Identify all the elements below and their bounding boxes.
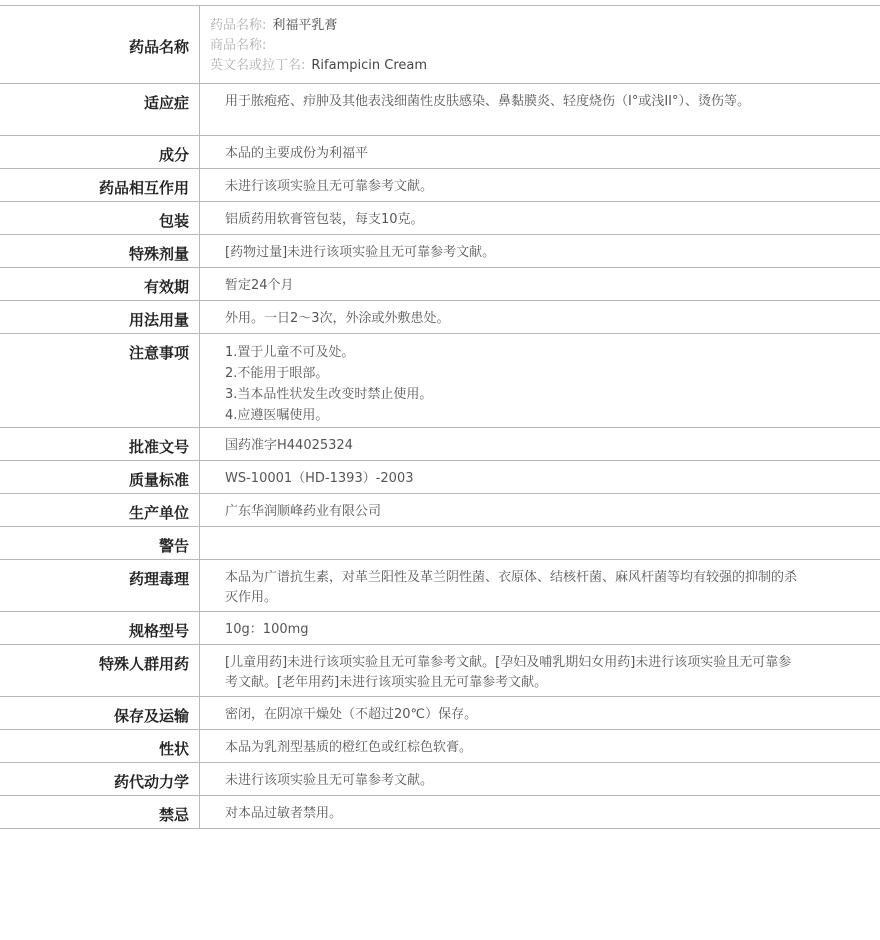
- row-value: 暂定24个月: [225, 278, 294, 293]
- row-value: 铝质药用软膏管包装，每支10克。: [225, 212, 424, 227]
- drug-info-table: [0, 5, 880, 829]
- row-label: 适应症: [0, 84, 200, 135]
- english-name-value: Rifampicin Cream: [311, 58, 428, 73]
- row-approval-number: [0, 428, 880, 461]
- row-value: 未进行该项实验且无可靠参考文献。: [225, 773, 434, 788]
- row-value: 本品的主要成份为利福平: [225, 146, 369, 161]
- row-quality-standard: [0, 461, 880, 494]
- trade-name-key: 商品名称:: [210, 38, 267, 53]
- generic-name-value: 利福平乳膏: [272, 18, 338, 33]
- generic-name-key: 药品名称:: [210, 18, 267, 33]
- row-label: 特殊剂量: [0, 235, 200, 267]
- row-shelf-life: [0, 268, 880, 301]
- row-value: [200, 334, 880, 427]
- row-label: 禁忌: [0, 796, 200, 828]
- row-special-dosage: [0, 235, 880, 268]
- row-value: [200, 527, 880, 559]
- row-label: 保存及运输: [0, 697, 200, 729]
- row-value: 本品为乳剂型基质的橙红色或红棕色软膏。: [225, 740, 473, 755]
- row-label: 性状: [0, 730, 200, 762]
- precaution-line: 1.置于儿童不可及处。: [225, 345, 355, 360]
- row-pharmacology: [0, 560, 880, 612]
- row-value: WS-10001（HD-1393）-2003: [225, 471, 414, 486]
- row-value: 密闭，在阴凉干燥处（不超过20℃）保存。: [225, 707, 478, 722]
- row-label: 批准文号: [0, 428, 200, 460]
- row-label: 药理毒理: [0, 560, 200, 611]
- row-interactions: [0, 169, 880, 202]
- row-label: 包装: [0, 202, 200, 234]
- row-value: 未进行该项实验且无可靠参考文献。: [225, 179, 434, 194]
- row-label: 药品名称: [0, 6, 200, 83]
- row-ingredients: [0, 136, 880, 169]
- row-precautions: [0, 334, 880, 428]
- row-contraindications: [0, 796, 880, 829]
- row-usage-dosage: [0, 301, 880, 334]
- precaution-line: 4.应遵医嘱使用。: [225, 408, 329, 423]
- row-appearance: [0, 730, 880, 763]
- english-name-key: 英文名或拉丁名:: [210, 58, 306, 73]
- row-indications: [0, 84, 880, 136]
- row-packaging: [0, 202, 880, 235]
- row-value: 用于脓疱疮、疖肿及其他表浅细菌性皮肤感染、鼻黏膜炎、轻度烧伤（I°或浅II°）、烫伤等。: [225, 94, 751, 109]
- row-special-populations: [0, 645, 880, 697]
- trade-name-line: [210, 36, 800, 56]
- row-label: 规格型号: [0, 612, 200, 644]
- row-label: 警告: [0, 527, 200, 559]
- row-value: 本品为广谱抗生素，对革兰阳性及革兰阴性菌、衣原体、结核杆菌、麻风杆菌等均有较强的抑制的杀灭作用。: [225, 570, 798, 605]
- row-label: 药品相互作用: [0, 169, 200, 201]
- row-value: 国药准字H44025324: [225, 438, 353, 453]
- row-label: 注意事项: [0, 334, 200, 427]
- row-warning: [0, 527, 880, 560]
- row-label: 成分: [0, 136, 200, 168]
- precaution-line: 3.当本品性状发生改变时禁止使用。: [225, 387, 433, 402]
- row-value: [儿童用药]未进行该项实验且无可靠参考文献。[孕妇及哺乳期妇女用药]未进行该项实验且无可靠参考文献。[老年用药]未进行该项实验且无可靠参考文献。: [225, 655, 792, 690]
- row-label: 药代动力学: [0, 763, 200, 795]
- row-value: 对本品过敏者禁用。: [225, 806, 343, 821]
- row-value: 广东华润顺峰药业有限公司: [225, 504, 382, 519]
- row-manufacturer: [0, 494, 880, 527]
- row-storage: [0, 697, 880, 730]
- row-pharmacokinetics: [0, 763, 880, 796]
- row-label: 质量标准: [0, 461, 200, 493]
- row-drug-name: [0, 6, 880, 84]
- row-specification: [0, 612, 880, 645]
- english-name-line: [210, 56, 800, 76]
- row-label: 生产单位: [0, 494, 200, 526]
- row-value: [药物过量]未进行该项实验且无可靠参考文献。: [225, 245, 496, 260]
- row-value: 外用。一日2～3次，外涂或外敷患处。: [225, 311, 450, 326]
- generic-name-line: [210, 16, 800, 36]
- row-label: 特殊人群用药: [0, 645, 200, 696]
- row-value: 10g：100mg: [225, 622, 309, 637]
- precaution-line: 2.不能用于眼部。: [225, 366, 329, 381]
- row-label: 有效期: [0, 268, 200, 300]
- row-label: 用法用量: [0, 301, 200, 333]
- row-value: [200, 6, 880, 83]
